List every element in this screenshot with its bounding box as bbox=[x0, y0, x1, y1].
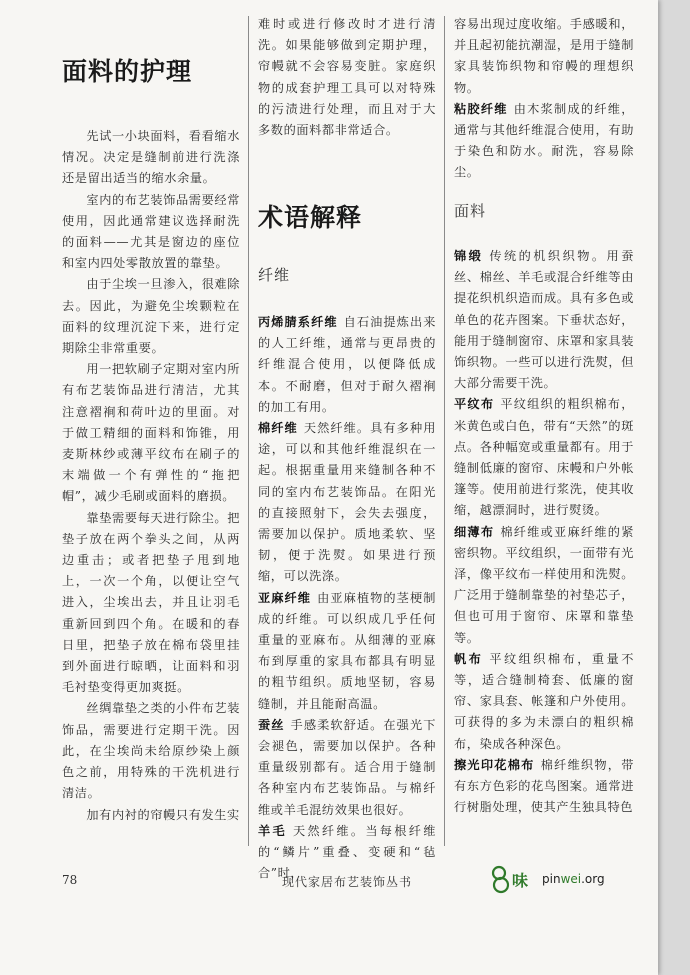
glossary-term: 帆布 bbox=[454, 651, 484, 666]
glossary-entry bbox=[454, 522, 634, 649]
glossary-term: 亚麻纤维 bbox=[258, 590, 312, 605]
book-series-title: 现代家居布艺装饰丛书 bbox=[282, 875, 413, 889]
paragraph: 由于尘埃一旦渗入，很难除去。因此，为避免尘埃颗粒在面料的纹理沉淀下来，进行定期除尘非常重要。 bbox=[62, 277, 240, 356]
glossary-definition: 传统的机织织物。用蚕丝、棉丝、羊毛或混合纤维等由提花织机织造而成。具有多色或单色的花卉图案。下垂状态好，能用于缝制窗帘、床罩和家具装饰织物。一些可以进行洗熨，但大部分需要干洗。 bbox=[454, 249, 634, 391]
glossary-term: 粘胶纤维 bbox=[454, 101, 508, 116]
paragraph: 加有内衬的帘幔只有发生实 bbox=[86, 807, 240, 822]
glossary-definition: 棉纤维或亚麻纤维的紧密织物。平纹组织，一面带有光泽，像平纹布一样使用和洗熨。广泛用于缝制靠垫的衬垫芯子，但也可用于窗帘、床罩和靠垫等。 bbox=[454, 524, 634, 645]
glossary-definition: 天然纤维。具有多种用途，可以和其他纤维混织在一起。根据重量用来缝制各种不同的室内布艺装饰品。在阳光的直接照射下，会失去强度，需要加以保护。质地柔软、坚韧，便于洗熨。如果进行预缩，可以洗涤。 bbox=[258, 421, 436, 584]
glossary-entry bbox=[258, 588, 436, 715]
glossary-entry bbox=[454, 394, 634, 521]
glossary-definition: 由木浆制成的纤维，通常与其他纤维混合使用，有助于染色和防水。耐洗，容易除尘。 bbox=[454, 101, 634, 180]
page-number: 78 bbox=[62, 873, 78, 887]
glossary-definition: 棉纤维织物，带有东方色彩的花鸟图案。通常进行树脂处理，使其产生独具特色 bbox=[454, 757, 634, 815]
middle-column-top bbox=[258, 14, 436, 141]
glossary-definition: 平纹组织的粗织棉布，米黄色或白色，带有“天然”的斑点。各种幅宽或重量都有。用于缝制低廉的窗帘、床幔和户外帐篷等。使用前进行浆洗，使其收缩，越漂洞时，进行熨烫。 bbox=[454, 397, 634, 518]
right-column-top bbox=[454, 14, 634, 184]
paragraph: 室内的布艺装饰品需要经常使用，因此通常建议选择耐洗的面料——尤其是窗边的座位和室内四处零散放置的靠垫。 bbox=[62, 192, 240, 271]
logo-url: pinwei.org bbox=[542, 872, 605, 886]
middle-column-terms bbox=[258, 312, 436, 884]
glossary-term: 细薄布 bbox=[454, 524, 495, 539]
paragraph: 容易出现过度收缩。手感暖和，并且起初能抗潮湿，是用于缝制家具装饰织物和帘幔的理想织物。 bbox=[454, 17, 634, 95]
column-divider-left bbox=[248, 16, 249, 846]
glossary-definition: 手感柔软舒适。在强光下会褪色，需要加以保护。各种重量级别都有。适合用于缝制各种室内布艺装饰品。与棉纤维或羊毛混纺效果也很好。 bbox=[258, 717, 437, 817]
section-title-fabric-care: 面料的护理 bbox=[62, 57, 193, 86]
glossary-term: 羊毛 bbox=[258, 823, 287, 838]
glossary-definition: 天然纤维。当每根纤维的“鳞片”重叠、变硬和“毡合”时， bbox=[258, 823, 437, 881]
glossary-entry bbox=[258, 418, 436, 588]
glossary-entry bbox=[454, 755, 634, 819]
right-column-terms bbox=[454, 246, 634, 818]
glossary-definition: 平纹组织棉布，重量不等，适合缝制椅套、低廉的窗帘、家具套、帐篷和户外使用。可获得的多为未漂白的粗织棉布，染成各种深色。 bbox=[454, 651, 634, 751]
glossary-definition: 由亚麻植物的茎梗制成的纤维。可以织成几乎任何重量的亚麻布。从细薄的亚麻布到厚重的家具布都具有明显的粗节组织。质地坚韧，容易缝制，并且能耐高温。 bbox=[258, 590, 436, 711]
paragraph: 丝绸靠垫之类的小件布艺装饰品，需要进行定期干洗。因此，在尘埃尚未给原纱染上颜色之前，用特殊的干洗机进行清洁。 bbox=[62, 701, 240, 801]
column-divider-right bbox=[444, 16, 445, 846]
glossary-term: 丙烯腈系纤维 bbox=[258, 315, 338, 329]
logo-character: 味 bbox=[512, 871, 529, 890]
glossary-term: 棉纤维 bbox=[258, 421, 298, 436]
logo-mark-icon bbox=[490, 864, 514, 894]
paragraph: 用一把软刷子定期对室内所有布艺装饰品进行清洁，尤其注意褶裥和荷叶边的里面。对于做工精细的面料和饰锥，用麦斯林纱或薄平纹布在刷子的末端做一个有弹性的“拖把帽”，减少毛刷或面料的磨损。 bbox=[62, 362, 240, 504]
glossary-term: 擦光印花棉布 bbox=[454, 757, 535, 772]
section-title-glossary: 术语解释 bbox=[258, 203, 363, 232]
glossary-entry bbox=[258, 312, 436, 418]
left-column bbox=[62, 126, 240, 826]
subheading-fibers: 纤维 bbox=[258, 266, 291, 284]
glossary-entry bbox=[258, 715, 436, 821]
glossary-entry bbox=[454, 99, 634, 184]
glossary-entry bbox=[454, 649, 634, 755]
site-logo bbox=[490, 864, 640, 894]
glossary-term: 蚕丝 bbox=[258, 717, 285, 732]
glossary-term: 平纹布 bbox=[454, 397, 495, 412]
subheading-fabrics: 面料 bbox=[454, 202, 487, 220]
glossary-entry bbox=[454, 246, 634, 394]
paragraph: 先试一小块面料，看看缩水情况。决定是缝制前进行洗涤还是留出适当的缩水余量。 bbox=[62, 129, 240, 186]
paragraph: 靠垫需要每天进行除尘。把垫子放在两个拳头之间，从两边重击；或者把垫子甩到地上，一次一个角，以便让空气进入，尘埃出去，并且让羽毛重新回到四个角。在暖和的春日里，把垫子放在棉布袋里挂到外面进行晾晒，让面料和羽毛衬垫变得更加爽挺。 bbox=[62, 510, 240, 695]
paragraph: 难时或进行修改时才进行清洗。如果能够做到定期护理，帘幔就不会容易变脏。家庭织物的成套护理工具可以对特殊的污渍进行处理，而且对于大多数的面料都非常适合。 bbox=[258, 17, 436, 138]
glossary-term: 锦缎 bbox=[454, 249, 484, 263]
glossary-definition: 自石油提炼出来的人工纤维，通常与更昂贵的纤维混合使用，以便降低成本。不耐磨，但对于耐久褶裥的加工有用。 bbox=[258, 315, 436, 414]
